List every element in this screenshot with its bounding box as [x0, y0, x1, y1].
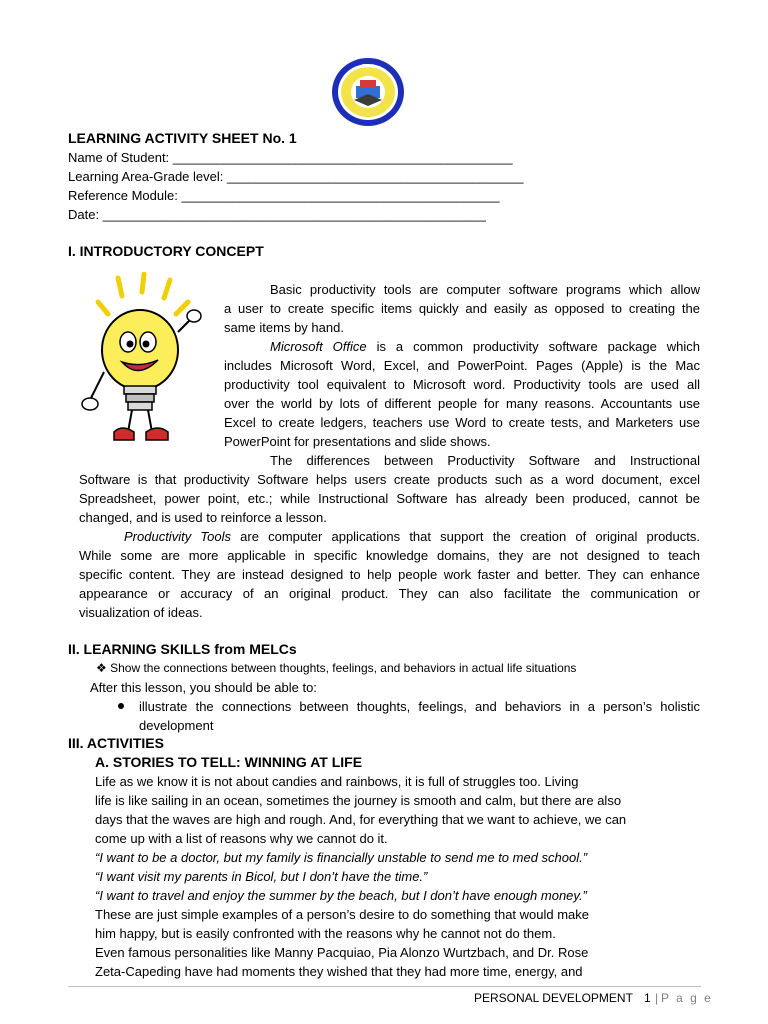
field-label: Learning Area-Grade level:: [68, 169, 224, 184]
section-heading-introductory: I. INTRODUCTORY CONCEPT: [68, 243, 264, 259]
field-blank: _____________________________________________________: [102, 207, 486, 222]
intro-paragraph-line: Spreadsheet, power point, etc.; while Instructional Software has already been produced, cannot be: [79, 491, 700, 506]
activity-text-line: come up with a list of reasons why we cannot do it.: [95, 831, 388, 846]
activity-text-line: Zeta-Capeding have had moments they wished that they had more time, energy, and: [95, 964, 583, 979]
activity-text-line: life is like sailing in an ocean, sometimes the journey is smooth and calm, but there are also: [95, 793, 622, 808]
field-blank: ____________________________________________: [181, 188, 500, 203]
objective-line: development: [139, 718, 214, 733]
intro-paragraph-line: productivity tool equivalent to Microsoft word. Productivity tools are used all: [224, 377, 700, 392]
lightbulb-illustration: [78, 272, 208, 452]
diamond-bullet-icon: ❖: [96, 661, 107, 675]
intro-paragraph-line: same items by hand.: [224, 320, 344, 335]
intro-paragraph-line: [124, 527, 700, 546]
quote-line: “I want to travel and enjoy the summer by the beach, but I don’t have enough money.”: [95, 888, 587, 903]
sheet-title: LEARNING ACTIVITY SHEET No. 1: [68, 130, 297, 146]
melc-item: [96, 659, 576, 678]
intro-paragraph-line: Basic productivity tools are computer software programs which allow: [270, 282, 700, 297]
footer-page-label: P a g e: [661, 991, 713, 1005]
field-blank: _________________________________________: [227, 169, 524, 184]
intro-paragraph-line: a user to create specific items quickly and easily as opposed to creating the: [224, 301, 700, 316]
intro-paragraph-line: Excel to create ledgers, teachers use Word to create tests, and Marketers use: [224, 415, 700, 430]
footer-separator: |: [655, 991, 659, 1005]
field-blank: _______________________________________________: [172, 150, 513, 165]
school-logo: [330, 56, 406, 128]
intro-paragraph-line: Software is that productivity Software helps users create products such as a word document, excel: [79, 472, 700, 487]
footer-page-number: 1: [644, 991, 651, 1005]
field-label: Reference Module:: [68, 188, 178, 203]
section-heading-learning-skills: II. LEARNING SKILLS from MELCs: [68, 641, 297, 657]
footer-divider: [68, 986, 701, 987]
field-label: Date:: [68, 207, 100, 222]
intro-paragraph-line: While some are more applicable in specific knowledge domains, they are not designed to teach: [79, 548, 700, 563]
footer-subject: PERSONAL DEVELOPMENT: [474, 991, 633, 1005]
activity-text-line: him happy, but is easily confronted with the reasons why he cannot not do them.: [95, 926, 556, 941]
student-name-field[interactable]: [68, 148, 513, 167]
activity-text-line: These are just simple examples of a person’s desire to do something that would make: [95, 907, 590, 922]
reference-module-field[interactable]: [68, 186, 500, 205]
activity-text-line: Life as we know it is not about candies and rainbows, it is full of struggles too. Living: [95, 774, 579, 789]
intro-paragraph-line: changed, and is used to reinforce a lesson.: [79, 510, 327, 525]
emphasis-text: Microsoft Office: [270, 339, 367, 354]
field-label: Name of Student:: [68, 150, 170, 165]
objectives-intro: After this lesson, you should be able to:: [90, 680, 317, 695]
intro-paragraph-line: [270, 337, 700, 356]
intro-paragraph-line: includes Microsoft Word, Excel, and PowerPoint. Pages (Apple) is the Mac: [224, 358, 700, 373]
svg-text:SEAL: SEAL: [361, 64, 375, 70]
intro-paragraph-line: over the world by lots of different people for many reasons. Accountants use: [224, 396, 700, 411]
intro-paragraph-line: PowerPoint for presentations and slide shows.: [224, 434, 491, 449]
learning-area-field[interactable]: [68, 167, 523, 186]
paragraph-text: is a common productivity software package which: [366, 339, 701, 354]
quote-line: “I want to be a doctor, but my family is financially unstable to send me to med school.”: [95, 850, 588, 865]
quote-line: “I want visit my parents in Bicol, but I don’t have the time.”: [95, 869, 428, 884]
paragraph-text: are computer applications that support the creation of original products.: [230, 529, 700, 544]
activity-text-line: days that the waves are high and rough. And, for everything that we want to achieve, we can: [95, 812, 627, 827]
emphasis-text: Productivity Tools: [124, 529, 231, 544]
activity-subheading: A. STORIES TO TELL: WINNING AT LIFE: [95, 754, 363, 770]
melc-text: Show the connections between thoughts, feelings, and behaviors in actual life situations: [110, 661, 577, 675]
objective-line: illustrate the connections between thoughts, feelings, and behaviors in a person’s holistic: [139, 699, 700, 714]
section-heading-activities: III. ACTIVITIES: [68, 735, 164, 751]
intro-paragraph-line: visualization of ideas.: [79, 605, 203, 620]
bullet-icon: [118, 703, 124, 709]
intro-paragraph-line: specific content. They are instead designed to help people work faster and better. They can enhance: [79, 567, 700, 582]
intro-paragraph-line: The differences between Productivity Software and Instructional: [270, 453, 700, 468]
date-field[interactable]: [68, 205, 486, 224]
intro-paragraph-line: appearance or accuracy of an original product. They can also facilitate the communication or: [79, 586, 700, 601]
activity-text-line: Even famous personalities like Manny Pacquiao, Pia Alonzo Wurtzbach, and Dr. Rose: [95, 945, 589, 960]
